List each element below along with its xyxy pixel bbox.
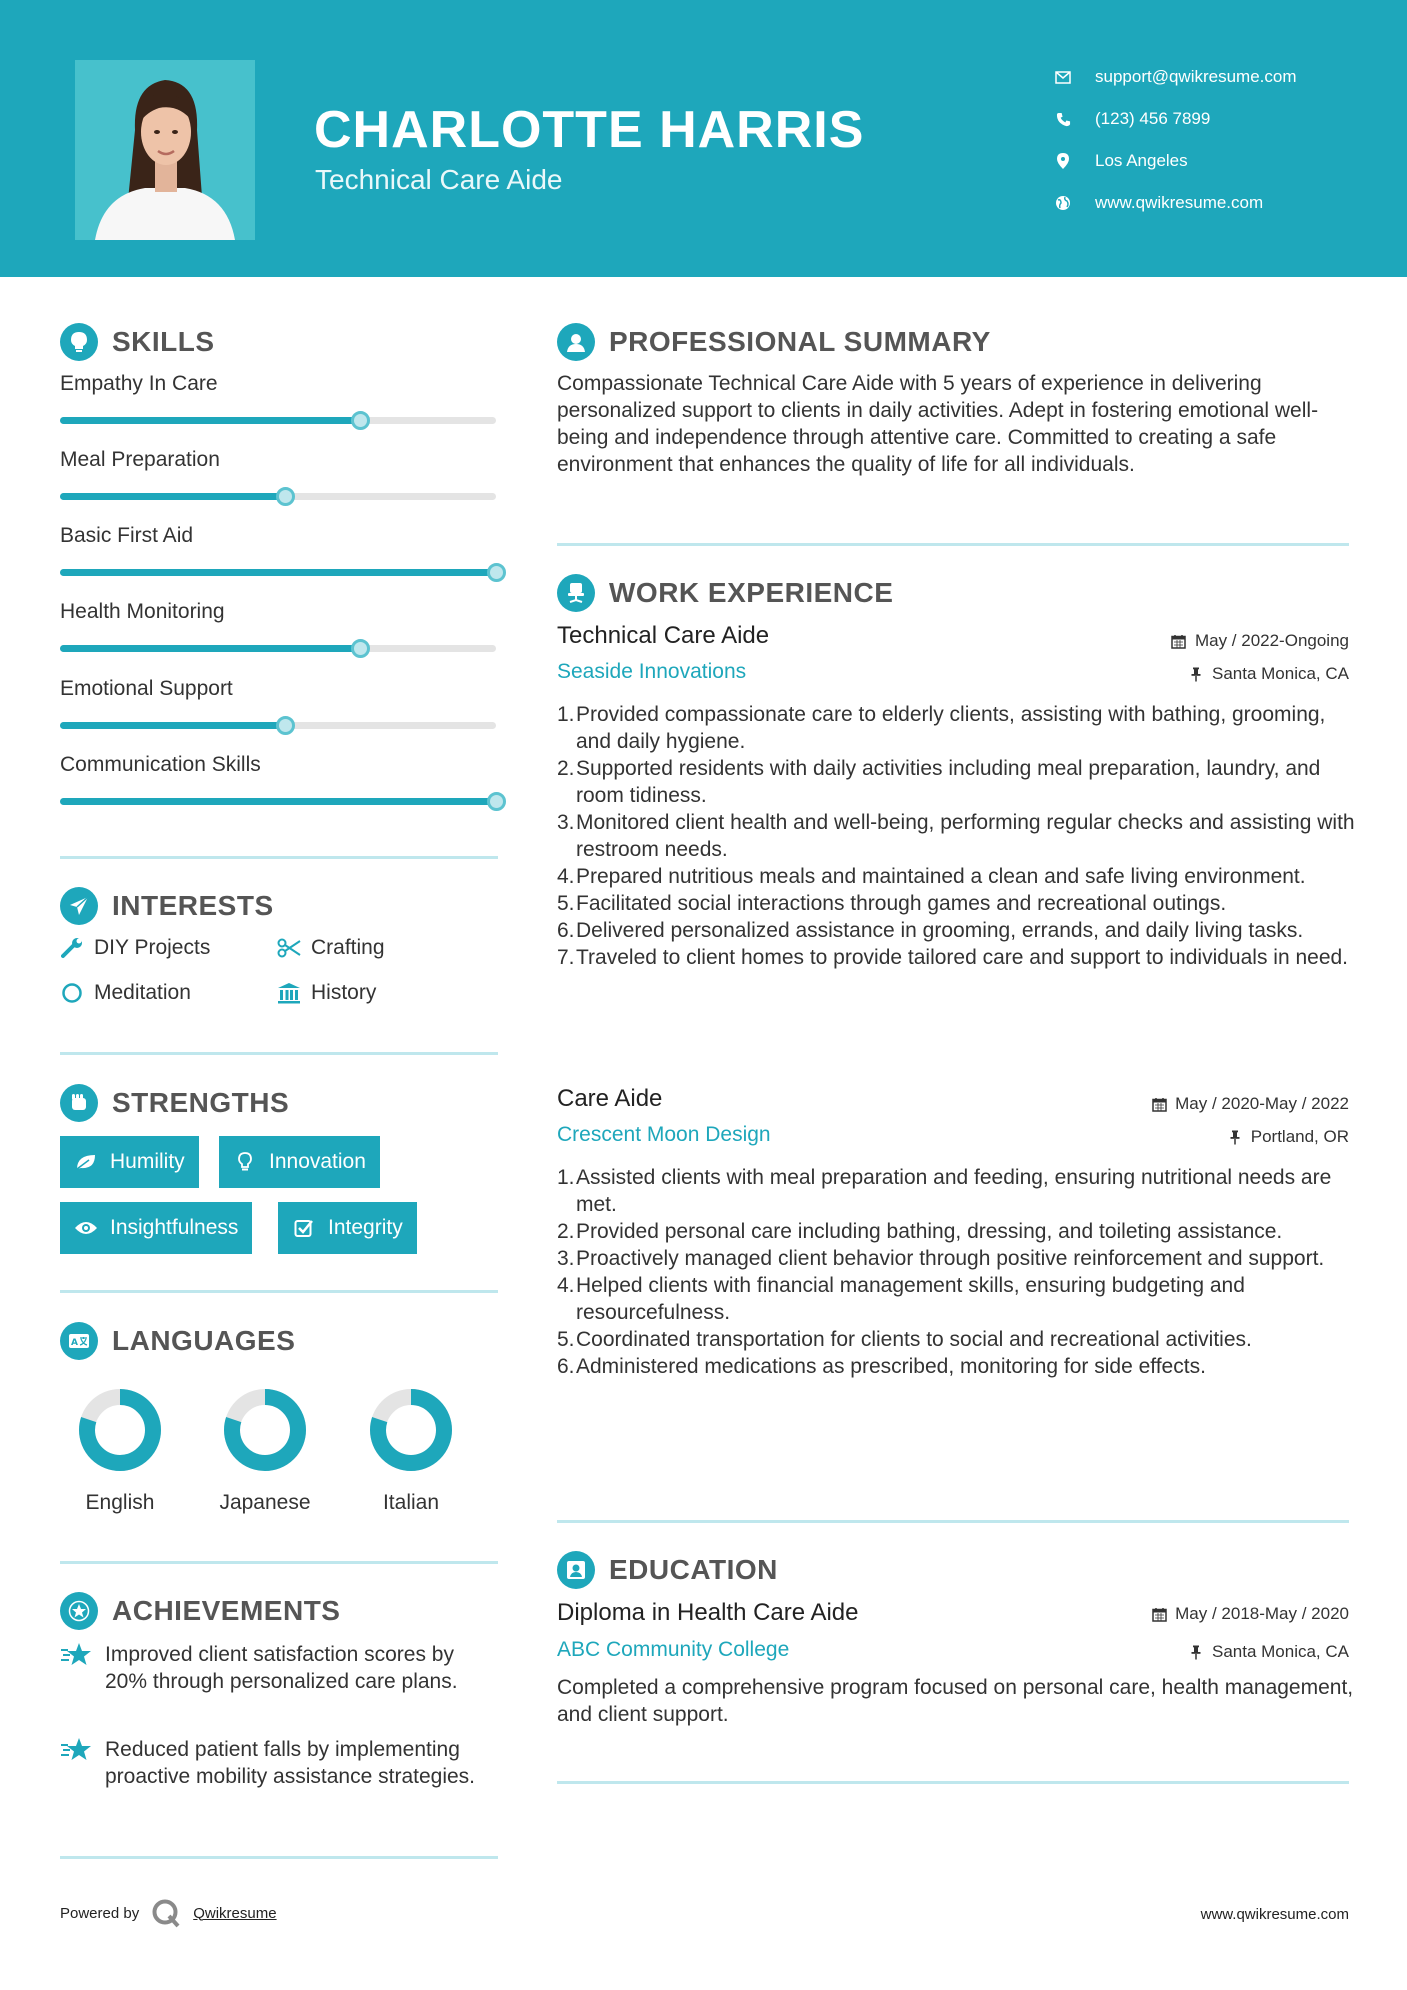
section-divider: [557, 1781, 1349, 1784]
skill-bar-fill: [60, 569, 496, 576]
wrench-icon: [60, 936, 84, 960]
job-bullet: 3. Monitored client health and well-being, performing regular checks and assisting with restroom needs.: [557, 811, 1355, 861]
graduate-icon: [557, 1551, 595, 1589]
pushpin-icon: [1188, 1644, 1204, 1660]
experience-section-header: [557, 574, 893, 612]
education-dates-text: May / 2018-May / 2020: [1175, 1604, 1349, 1623]
skill-label: Basic First Aid: [60, 524, 194, 547]
resume-header: [0, 0, 1407, 277]
skill-label: Emotional Support: [60, 677, 233, 700]
job-dates: [1171, 631, 1349, 651]
pushpin-icon: [1227, 1129, 1243, 1145]
skill-bar-knob: [276, 716, 295, 735]
skill-bar-knob: [276, 487, 295, 506]
job-company: Crescent Moon Design: [557, 1123, 771, 1146]
calendar-icon: [1151, 1606, 1167, 1622]
interest-item: [277, 981, 376, 1005]
job-dates-text: May / 2022-Ongoing: [1194, 631, 1349, 650]
interest-label: Meditation: [94, 981, 191, 1004]
language-ring: [76, 1386, 164, 1474]
languages-title: LANGUAGES: [112, 1325, 296, 1356]
contact-website[interactable]: [1055, 182, 1297, 224]
job-bullet: 4. Prepared nutritious meals and maintained a clean and safe living environment.: [557, 865, 1306, 888]
section-divider: [60, 1561, 498, 1564]
strengths-title: STRENGTHS: [112, 1087, 290, 1118]
section-divider: [60, 1290, 498, 1293]
calendar-icon: [1171, 633, 1187, 649]
skill-bar: [60, 722, 496, 729]
skill-bar-fill: [60, 722, 285, 729]
strength-chip: [219, 1136, 380, 1188]
strength-chip: [60, 1136, 199, 1188]
language-ring-chart: [367, 1386, 455, 1474]
contact-phone[interactable]: [1055, 98, 1297, 140]
interest-label: DIY Projects: [94, 936, 211, 959]
skill-bar-fill: [60, 417, 360, 424]
map-marker-icon: [1055, 153, 1071, 169]
experience-title: WORK EXPERIENCE: [609, 577, 894, 608]
skill-bar: [60, 493, 496, 500]
contact-phone-text: (123) 456 7899: [1095, 109, 1211, 128]
brand-link[interactable]: Qwikresume: [193, 1904, 277, 1922]
eye-icon: [74, 1216, 98, 1240]
language-icon: [60, 1322, 98, 1360]
skills-section-header: [60, 323, 215, 361]
scissors-icon: [277, 936, 301, 960]
skills-title: SKILLS: [112, 326, 215, 357]
globe-icon: [1055, 195, 1071, 211]
skill-bar-knob: [351, 411, 370, 430]
education-location: [1188, 1642, 1349, 1662]
envelope-icon: [1055, 69, 1071, 85]
education-location-text: Santa Monica, CA: [1211, 1642, 1349, 1661]
interests-title: INTERESTS: [112, 890, 274, 921]
job-bullet: 5. Facilitated social interactions through games and recreational outings.: [557, 892, 1227, 915]
circle-icon: [60, 981, 84, 1005]
strength-label: Insightfulness: [110, 1216, 239, 1239]
summary-title: PROFESSIONAL SUMMARY: [609, 326, 991, 357]
language-ring: [367, 1386, 455, 1474]
strength-label: Humility: [110, 1150, 185, 1173]
skill-bar: [60, 417, 496, 424]
museum-icon: [277, 981, 301, 1005]
contact-list: [1055, 56, 1297, 224]
job-bullet: 6. Administered medications as prescribed, monitoring for side effects.: [557, 1355, 1206, 1378]
footer-website[interactable]: www.qwikresume.com: [1200, 1906, 1349, 1923]
education-dates: [1151, 1604, 1349, 1624]
job-company: Seaside Innovations: [557, 660, 747, 683]
job-location: [1227, 1127, 1349, 1147]
job-dates-text: May / 2020-May / 2022: [1175, 1094, 1349, 1113]
contact-location-text: Los Angeles: [1095, 151, 1188, 170]
calendar-icon: [1151, 1096, 1167, 1112]
strengths-section-header: [60, 1084, 289, 1122]
language-label: Italian: [382, 1491, 440, 1514]
qwikresume-logo-icon: [151, 1898, 181, 1928]
user-icon: [557, 323, 595, 361]
strength-label: Integrity: [328, 1216, 403, 1239]
job-location-text: Santa Monica, CA: [1211, 664, 1349, 683]
skill-bar-knob: [351, 639, 370, 658]
job-bullet: 4. Helped clients with financial management skills, ensuring budgeting and resourcefulness.: [557, 1274, 1245, 1324]
check-square-icon: [292, 1216, 316, 1240]
office-chair-icon: [557, 574, 595, 612]
star-icon: [60, 1736, 92, 1768]
school-name: ABC Community College: [557, 1638, 790, 1661]
job-bullet: 2. Provided personal care including bathing, dressing, and toileting assistance.: [557, 1220, 1283, 1243]
interest-item: [60, 981, 191, 1005]
skill-bar: [60, 798, 496, 805]
skill-bar: [60, 569, 496, 576]
strength-chip: [278, 1202, 417, 1254]
job-bullets: [557, 701, 1357, 971]
job-bullet: 3. Proactively managed client behavior through positive reinforcement and support.: [557, 1247, 1325, 1270]
strength-chip: [60, 1202, 252, 1254]
achievements-section-header: [60, 1592, 340, 1630]
paper-plane-icon: [60, 887, 98, 925]
language-ring-chart: [76, 1386, 164, 1474]
job-bullet: 6. Delivered personalized assistance in grooming, errands, and daily living tasks.: [557, 919, 1304, 942]
job-dates: [1151, 1094, 1349, 1114]
skill-label: Meal Preparation: [60, 448, 220, 471]
contact-website-text: www.qwikresume.com: [1095, 193, 1264, 212]
job-location-text: Portland, OR: [1250, 1127, 1349, 1146]
skill-label: Communication Skills: [60, 753, 261, 776]
star-badge-icon: [60, 1592, 98, 1630]
job-title: Technical Care Aide: [557, 622, 770, 649]
summary-text: Compassionate Technical Care Aide with 5 years of experience in delivering personalized support to clients in daily activities. Adept in fostering emotional well-being and independence through attentive care. Committed to creating a safe environment that enhances the quality of life for all individuals.: [557, 372, 1319, 476]
powered-by-text: Powered by: [60, 1904, 140, 1922]
summary-section-header: [557, 323, 991, 361]
candidate-title: Technical Care Aide: [315, 164, 563, 195]
skill-bar-knob: [487, 563, 506, 582]
svg-text:A: A: [71, 1338, 78, 1348]
interest-label: History: [311, 981, 377, 1004]
skill-bar-fill: [60, 493, 285, 500]
contact-email-text: support@qwikresume.com: [1095, 67, 1297, 86]
language-ring: [221, 1386, 309, 1474]
interest-item: [60, 936, 210, 960]
achievements-title: ACHIEVEMENTS: [112, 1595, 341, 1626]
language-ring-chart: [221, 1386, 309, 1474]
education-section-header: [557, 1551, 778, 1589]
leaf-icon: [74, 1150, 98, 1174]
fist-icon: [60, 1084, 98, 1122]
language-label: Japanese: [219, 1491, 311, 1514]
section-divider: [557, 1520, 1349, 1523]
section-divider: [557, 543, 1349, 546]
phone-icon: [1055, 111, 1071, 127]
achievement-text: Reduced patient falls by implementing proactive mobility assistance strategies.: [105, 1738, 475, 1788]
interests-section-header: [60, 887, 274, 925]
job-bullet: 7. Traveled to client homes to provide tailored care and support to individuals in need.: [557, 946, 1349, 969]
star-icon: [60, 1641, 92, 1673]
job-bullet: 2. Supported residents with daily activities including meal preparation, laundry, and room tidiness.: [557, 757, 1321, 807]
interest-item: [277, 936, 385, 960]
skill-bar: [60, 645, 496, 652]
section-divider: [60, 856, 498, 859]
job-bullet: 1. Assisted clients with meal preparation and feeding, ensuring nutritional needs are met.: [557, 1166, 1332, 1216]
skill-bar-fill: [60, 798, 496, 805]
achievement-item: [60, 1736, 500, 1790]
education-description: Completed a comprehensive program focused on personal care, health management, and client support.: [557, 1676, 1354, 1726]
strength-label: Innovation: [269, 1150, 366, 1173]
contact-location: [1055, 140, 1297, 182]
job-bullet: 1. Provided compassionate care to elderly clients, assisting with bathing, grooming, and daily hygiene.: [557, 703, 1326, 753]
lightbulb-icon: [60, 323, 98, 361]
profile-photo: [75, 60, 255, 240]
achievement-text: Improved client satisfaction scores by 20% through personalized care plans.: [105, 1643, 458, 1693]
languages-section-header: [60, 1322, 295, 1360]
job-title: Care Aide: [557, 1085, 663, 1112]
education-title: EDUCATION: [609, 1554, 778, 1585]
skill-bar-knob: [487, 792, 506, 811]
lightbulb-icon: [233, 1150, 257, 1174]
skill-label: Health Monitoring: [60, 600, 225, 623]
candidate-name: CHARLOTTE HARRIS: [314, 101, 865, 159]
job-bullet: 5. Coordinated transportation for clients to social and recreational activities.: [557, 1328, 1252, 1351]
section-divider: [60, 1856, 498, 1859]
contact-email[interactable]: [1055, 56, 1297, 98]
job-location: [1188, 664, 1349, 684]
degree-title: Diploma in Health Care Aide: [557, 1599, 859, 1626]
job-bullets: [557, 1164, 1357, 1380]
skill-bar-fill: [60, 645, 360, 652]
pushpin-icon: [1188, 666, 1204, 682]
interest-label: Crafting: [311, 936, 385, 959]
skill-label: Empathy In Care: [60, 372, 218, 395]
section-divider: [60, 1052, 498, 1055]
footer-powered-by: [60, 1898, 277, 1928]
achievement-item: [60, 1641, 500, 1695]
language-label: English: [85, 1491, 155, 1514]
